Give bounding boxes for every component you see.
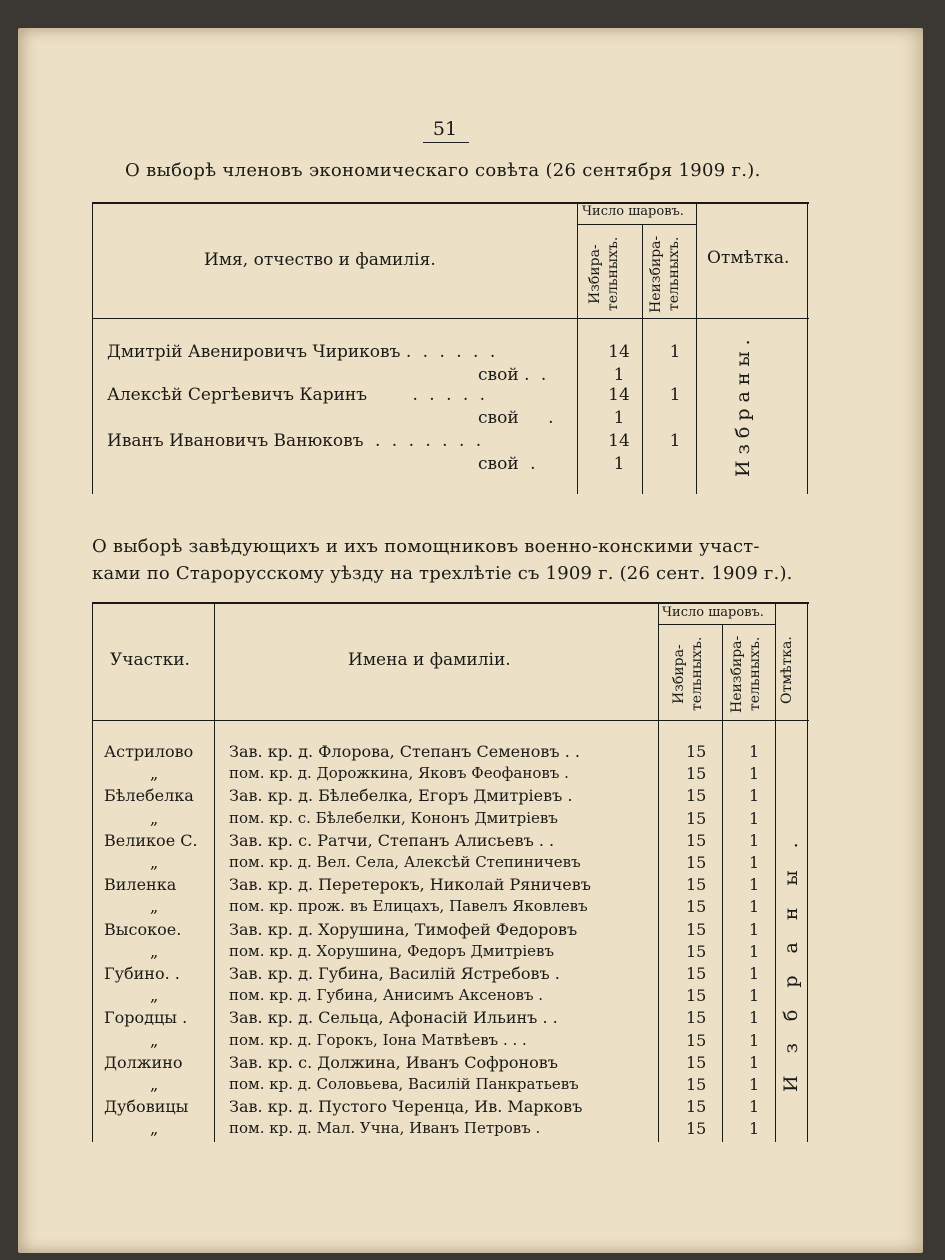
votes-against: 1: [749, 1030, 760, 1050]
person-name: пом. кр. д. Вел. Села, Алексѣй Степиничевъ: [229, 853, 581, 871]
table2-elected-mark: Избраны.: [780, 820, 802, 1092]
table1-header-for: Избира-тельныхъ.: [587, 236, 621, 312]
page-number-rule: [423, 142, 469, 143]
district-name: Виленка: [104, 875, 177, 895]
table-row: свой .: [478, 454, 539, 474]
table1-right-border: [807, 202, 808, 494]
votes-for: 1: [613, 408, 625, 428]
votes-against: 1: [669, 342, 681, 362]
votes-against: 1: [749, 1008, 760, 1028]
votes-for: 15: [686, 1030, 707, 1050]
page-number: 51: [432, 118, 458, 140]
votes-for: 15: [686, 764, 707, 784]
table1-header-against: Неизбира-тельныхъ.: [648, 235, 682, 313]
person-name: пом. кр. д. Соловьева, Василій Панкратьевъ: [229, 1075, 579, 1093]
person-name: Дмитрій Авенировичъ Чириковъ: [107, 342, 401, 362]
district-name: „: [150, 853, 159, 872]
table2-col-divider: [722, 624, 723, 1142]
table-row: свой .: [478, 408, 557, 428]
person-name: Зав. кр. д. Бѣлебелка, Егоръ Дмитріевъ .: [229, 786, 573, 806]
table2-balls-rule: [658, 624, 775, 625]
table2-header-for: Избира-тельныхъ.: [671, 636, 705, 712]
votes-against: 1: [749, 808, 760, 828]
district-name: Высокое.: [104, 919, 182, 939]
table2-header-district: Участки.: [110, 650, 190, 670]
person-name: Зав. кр. д. Хорушина, Тимофей Федоровъ: [229, 919, 578, 939]
table2-col-divider: [658, 602, 659, 1142]
table2-header-against: Неизбира-тельныхъ.: [729, 635, 763, 713]
table1-header-mark: Отмѣтка.: [707, 248, 790, 268]
table-row: Дмитрій Авенировичъ Чириковъ . . . . . .: [107, 342, 499, 362]
table2-header-rule: [92, 720, 809, 721]
person-name: пом. кр. д. Дорожкина, Яковъ Феофановъ .: [229, 764, 569, 783]
person-name: пом. кр. д. Мал. Учна, Иванъ Петровъ .: [229, 1119, 541, 1138]
votes-against: 1: [749, 1097, 760, 1117]
votes-for: 15: [686, 941, 707, 961]
person-name: Зав. кр. с. Ратчи, Степанъ Алисьевъ . .: [229, 830, 555, 850]
district-name: „: [150, 1119, 159, 1139]
votes-against: 1: [749, 1052, 760, 1072]
district-name: „: [150, 764, 159, 784]
district-name: Должино: [104, 1052, 183, 1072]
district-name: Дубовицы: [104, 1097, 189, 1117]
votes-for: 15: [686, 742, 707, 761]
votes-against: 1: [669, 431, 681, 451]
votes-for: 15: [686, 1052, 707, 1072]
votes-against: 1: [749, 830, 760, 850]
table1-top-rule: [92, 202, 809, 204]
person-name: Зав. кр. с. Должина, Иванъ Софроновъ: [229, 1052, 558, 1072]
votes-for: 15: [686, 1119, 707, 1139]
person-name: пом. кр. с. Бѣлебелки, Кононъ Дмитріевъ: [229, 808, 558, 827]
person-name: Зав. кр. д. Флорова, Степанъ Семеновъ . .: [229, 742, 580, 761]
district-name: Губино. .: [104, 964, 180, 983]
votes-against: 1: [749, 964, 760, 983]
table2-col-divider: [775, 602, 776, 1142]
person-name: Иванъ Ивановичъ Ванюковъ: [107, 431, 364, 451]
district-name: Городцы .: [104, 1008, 188, 1028]
votes-for: 15: [686, 919, 707, 939]
table2-top-rule: [92, 602, 809, 604]
votes-against: 1: [749, 853, 760, 872]
votes-for: 15: [686, 808, 707, 828]
table-row: свой . .: [478, 365, 550, 385]
votes-against: 1: [749, 941, 760, 961]
votes-for: 15: [686, 1008, 707, 1028]
table-row: Иванъ Ивановичъ Ванюковъ . . . . . . .: [107, 431, 485, 451]
votes-against: 1: [749, 764, 760, 784]
votes-against: 1: [749, 1119, 760, 1139]
person-name: пом. кр. д. Хорушина, Федоръ Дмитріевъ: [229, 941, 555, 960]
person-name: пом. кр. д. Горокъ, Іона Матвѣевъ . . .: [229, 1030, 527, 1049]
table2-title: О выборѣ завѣдующихъ и ихъ помощниковъ военно-конскими участ- ками по Старорусскому уѣзду на трехлѣтіе съ 1909 г. (26 сент. 1909 г.).: [92, 536, 793, 584]
district-name: „: [150, 897, 159, 917]
district-name: „: [150, 1075, 159, 1094]
votes-for: 14: [608, 431, 630, 451]
district-name: Великое С.: [104, 830, 198, 850]
votes-against: 1: [749, 897, 760, 917]
person-name: свой: [478, 365, 519, 385]
table1-header-balls: Число шаровъ.: [582, 204, 684, 219]
table1-header-rule: [92, 318, 809, 319]
table2-col-divider: [214, 602, 215, 1142]
votes-for: 1: [613, 365, 625, 385]
votes-for: 15: [686, 853, 707, 872]
table1-left-border: [92, 202, 93, 494]
table-row: Алексѣй Сергѣевичъ Каринъ . . . . .: [107, 385, 489, 405]
person-name: свой: [478, 408, 519, 428]
person-name: Зав. кр. д. Губина, Василій Ястребовъ .: [229, 964, 560, 983]
table1-elected-mark: Избраны.: [732, 333, 754, 477]
table1-balls-rule: [577, 224, 696, 225]
votes-against: 1: [749, 919, 760, 939]
table1-col-divider: [577, 202, 578, 494]
votes-for: 14: [608, 385, 630, 405]
district-name: „: [150, 941, 159, 961]
votes-for: 15: [686, 830, 707, 850]
votes-for: 15: [686, 964, 707, 983]
votes-for: 15: [686, 897, 707, 917]
person-name: Алексѣй Сергѣевичъ Каринъ: [107, 385, 368, 405]
votes-against: 1: [749, 1075, 760, 1094]
district-name: „: [150, 808, 159, 828]
votes-against: 1: [749, 742, 760, 761]
votes-for: 15: [686, 1097, 707, 1117]
votes-for: 15: [686, 875, 707, 895]
votes-for: 15: [686, 1075, 707, 1094]
person-name: пом. кр. д. Губина, Анисимъ Аксеновъ .: [229, 986, 544, 1005]
table1: [92, 202, 807, 494]
votes-against: 1: [749, 986, 760, 1006]
table1-col-divider: [696, 202, 697, 494]
votes-for: 15: [686, 786, 707, 806]
table2: [92, 602, 809, 1142]
table2-header-mark: Отмѣтка.: [779, 636, 795, 704]
table1-title: О выборѣ членовъ экономическаго совѣта (26 сентября 1909 г.).: [125, 160, 761, 181]
district-name: Бѣлебелка: [104, 786, 194, 806]
district-name: „: [150, 1030, 159, 1050]
table1-header-name: Имя, отчество и фамилія.: [204, 250, 436, 270]
table2-header-balls: Число шаровъ.: [662, 605, 764, 620]
table1-col-divider: [642, 224, 643, 494]
votes-against: 1: [669, 385, 681, 405]
person-name: Зав. кр. д. Перетерокъ, Николай Ряничевъ: [229, 875, 591, 895]
person-name: свой: [478, 454, 519, 474]
votes-against: 1: [749, 786, 760, 806]
votes-for: 1: [613, 454, 625, 474]
table2-header-names: Имена и фамиліи.: [348, 650, 511, 670]
person-name: Зав. кр. д. Сельца, Афонасій Ильинъ . .: [229, 1008, 558, 1028]
person-name: Зав. кр. д. Пустого Черенца, Ив. Марковъ: [229, 1097, 583, 1117]
votes-for: 14: [608, 342, 630, 362]
table2-right-border: [807, 602, 808, 1142]
votes-against: 1: [749, 875, 760, 895]
district-name: „: [150, 986, 159, 1006]
district-name: Астрилово: [104, 742, 194, 761]
table2-left-border: [92, 602, 93, 1142]
votes-for: 15: [686, 986, 707, 1006]
person-name: пом. кр. прож. въ Елицахъ, Павелъ Яковлевъ: [229, 897, 588, 916]
